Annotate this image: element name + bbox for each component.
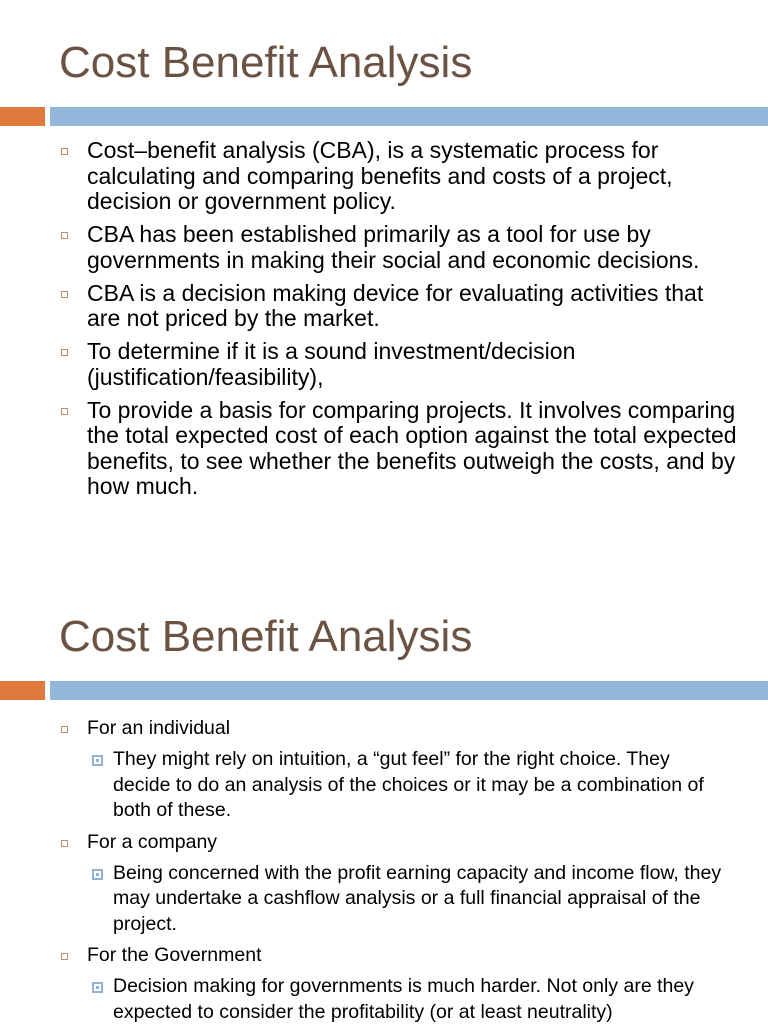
section-heading: For the Government [87,944,262,966]
sub-bullet-icon [92,869,103,880]
list-item [0,830,768,855]
list-item [0,138,768,215]
sub-bullet-text: Being concerned with the profit earning capacity and income flow, they may undertake a cashflow analysis or a full financial appraisal of the project. [113,861,722,935]
square-bullet-icon [61,953,68,960]
title-underline-bar [50,107,768,126]
sub-list-item [0,861,768,938]
list-item [0,222,768,273]
square-bullet-icon [61,148,68,155]
sub-bullet-text: They might rely on intuition, a “gut feel” for the right choice. They decide to do an analysis of the choices or it may be a combination of both of these. [113,748,704,821]
slide-title: Cost Benefit Analysis [59,38,473,87]
bullet-list [0,138,768,507]
bullet-text: To provide a basis for comparing projects. It involves comparing the total expected cost of each option against the total expected benefits, to see whether the benefits outweigh the costs, and by how much. [87,396,737,499]
square-bullet-icon [61,349,68,356]
bullet-text: CBA is a decision making device for evaluating activities that are not priced by the market. [87,279,704,331]
square-bullet-icon [61,840,68,847]
list-item [0,398,768,500]
title-underline-bar [50,681,768,700]
sub-bullet-icon [92,755,103,766]
square-bullet-icon [61,726,68,733]
square-bullet-icon [61,408,68,415]
square-bullet-icon [61,232,68,239]
bullet-text: Cost–benefit analysis (CBA), is a systematic process for calculating and comparing benefits and costs of a project, decision or government policy. [87,137,673,214]
bullet-text: To determine if it is a sound investment/decision (justification/feasibility), [87,338,576,390]
square-bullet-icon [61,291,68,298]
list-item [0,716,768,741]
bullet-text: CBA has been established primarily as a tool for use by governments in making their social and economic decisions. [87,221,700,273]
sub-bullet-text: Decision making for governments is much harder. Not only are they expected to consider the profitability (or at least neutrality) [113,975,694,1023]
sub-bullet-icon [92,982,103,993]
list-item [0,281,768,332]
section-heading: For a company [87,830,218,853]
bullet-list [0,716,768,1024]
sub-list-item [0,747,768,824]
list-item [0,339,768,390]
slide-title: Cost Benefit Analysis [59,612,473,661]
title-accent-bar [0,681,45,700]
list-item [0,943,768,968]
sub-list-item [0,974,768,1024]
title-accent-bar [0,107,45,126]
section-heading: For an individual [87,717,231,739]
